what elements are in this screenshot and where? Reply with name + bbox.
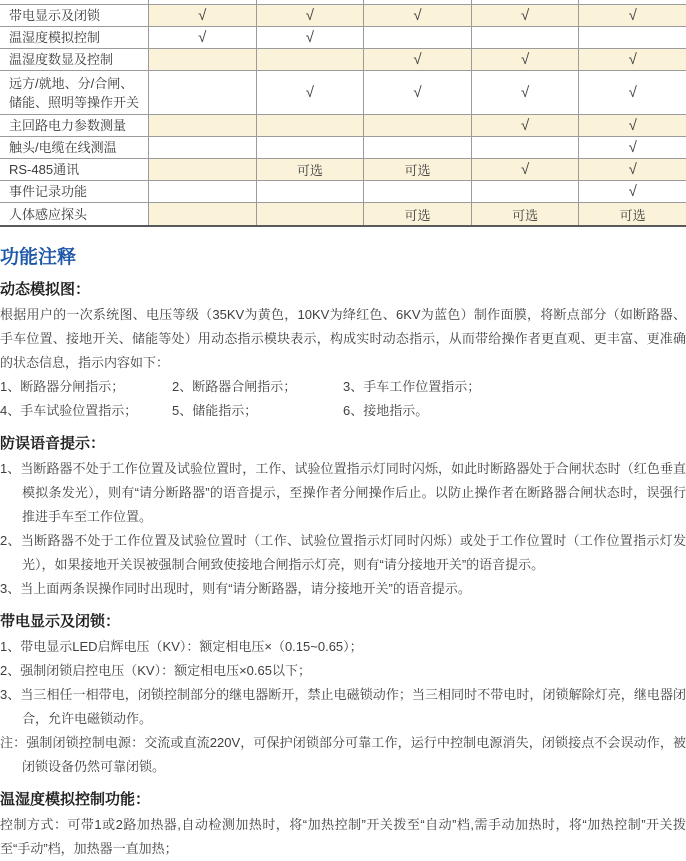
voice-list-item: 3、当上面两条误操作同时出现时，则有“请分断路器，请分接地开关”的语音提示。 [0,581,471,596]
empty-cell [256,203,364,225]
row-label: 温湿度数显及控制 [0,49,148,71]
voice-list-item: 1、当断路器不处于工作位置及试验位置时，工作、试验位置指示灯同时闪烁，如此时断路器处于合闸状态时（红色垂直模拟条发光），则有“请分断路器”的语音提示，至操作者分闸操作后止。以防止操作者在断路器合闸状态时，误强行推进手车至工作位置。 [0,461,686,524]
dynamic-list-item: 2、断路器合闸指示； [172,379,297,394]
empty-cell [578,27,686,49]
empty-cell [363,27,471,49]
check-mark-cell: √ [148,27,256,49]
empty-cell [148,115,256,137]
check-mark-cell: √ [256,5,364,27]
empty-cell [256,181,364,203]
empty-cell [148,71,256,115]
empty-cell [363,115,471,137]
empty-cell [471,181,579,203]
voice-prompt-heading: 防误语音提示： [0,435,106,452]
table-row [0,27,686,49]
table-row [0,71,686,115]
feature-comparison-table [0,0,686,227]
check-mark-cell: √ [578,115,686,137]
live-items [0,635,686,779]
optional-cell: 可选 [471,203,579,225]
feature-table-body [0,5,686,225]
check-mark-cell: √ [471,159,579,181]
optional-cell: 可选 [256,159,364,181]
empty-cell [148,181,256,203]
check-mark-cell: √ [363,71,471,115]
check-mark-cell: √ [578,49,686,71]
live-display-heading: 带电显示及闭锁： [0,613,121,630]
optional-cell: 可选 [363,203,471,225]
dynamic-list-item: 4、手车试验位置指示； [0,403,138,418]
live-list-item: 2、强制闭锁启控电压（KV）：额定相电压×0.65以下； [0,663,311,678]
table-row [0,137,686,159]
row-label: 人体感应探头 [0,203,148,225]
row-label: 远方/就地、分/合闸、 储能、照明等操作开关 [0,71,148,115]
dynamic-list-item: 6、接地指示。 [343,403,429,418]
check-mark-cell: √ [578,137,686,159]
table-row [0,203,686,225]
table-row [0,115,686,137]
dynamic-diagram-paragraph: 根据用户的一次系统图、电压等级（35KV为黄色，10KV为绛红色、6KV为蓝色）制作面膜，将断点部分（如断路器、手车位置、接地开关、储能等处）用动态指示模块表示，构成实时动态指示，从而带给操作者更直观、更丰富、更准确的状态信息，指示内容如下： [0,307,686,370]
function-notes-section [0,247,686,861]
check-mark-cell: √ [578,71,686,115]
check-mark-cell: √ [256,71,364,115]
table-row [0,159,686,181]
check-mark-cell: √ [471,71,579,115]
row-label: 触头/电缆在线测温 [0,137,148,159]
live-list-item: 注：强制闭锁控制电源：交流或直流220V，可保护闭锁部分可靠工作，运行中控制电源消失，闭锁接点不会误动作，被闭锁设备仍然可靠闭锁。 [0,735,686,774]
voice-list-item: 2、当断路器不处于工作位置及试验位置时（工作、试验位置指示灯同时闪烁）或处于工作位置时（工作位置指示灯发光），如果接地开关误被强制合闸致使接地合闸指示灯亮，则有“请分接地开关”的语音提示。 [0,533,686,572]
section-title: 功能注释 [0,247,77,268]
check-mark-cell: √ [471,5,579,27]
check-mark-cell: √ [148,5,256,27]
check-mark-cell: √ [578,159,686,181]
row-label: 事件记录功能 [0,181,148,203]
empty-cell [471,137,579,159]
humidity-control-paragraph: 控制方式：可带1或2路加热器,自动检测加热时，将“加热控制”开关拨至“自动”档,需手动加热时，将“加热控制”开关拨至“手动”档，加热器一直加热； [0,817,686,856]
empty-cell [256,115,364,137]
optional-cell: 可选 [363,159,471,181]
check-mark-cell: √ [578,5,686,27]
live-list-item: 3、当三相任一相带电，闭锁控制部分的继电器断开，禁止电磁锁动作；当三相同时不带电时，闭锁解除灯亮，继电器闭合，允许电磁锁动作。 [0,687,686,726]
check-mark-cell: √ [256,27,364,49]
check-mark-cell: √ [471,49,579,71]
empty-cell [148,49,256,71]
empty-cell [148,137,256,159]
row-label: 温湿度模拟控制 [0,27,148,49]
empty-cell [363,181,471,203]
empty-cell [363,137,471,159]
dynamic-diagram-heading: 动态模拟图： [0,281,91,298]
dynamic-items [0,375,686,423]
check-mark-cell: √ [578,181,686,203]
empty-cell [256,49,364,71]
live-list-item: 1、带电显示LED启辉电压（KV）：额定相电压×（0.15~0.65）； [0,639,363,654]
dynamic-list-item: 1、断路器分闸指示； [0,379,125,394]
empty-cell [471,27,579,49]
row-label: 带电显示及闭锁 [0,5,148,27]
row-label: 主回路电力参数测量 [0,115,148,137]
empty-cell [256,137,364,159]
humidity-control-heading: 温湿度模拟控制功能： [0,791,151,808]
check-mark-cell: √ [471,115,579,137]
row-label: RS-485通讯 [0,159,148,181]
check-mark-cell: √ [363,49,471,71]
optional-cell: 可选 [578,203,686,225]
check-mark-cell: √ [363,5,471,27]
table-row [0,49,686,71]
table-row [0,181,686,203]
dynamic-list-item: 5、储能指示； [172,403,258,418]
empty-cell [148,203,256,225]
dynamic-list-item: 3、手车工作位置指示； [343,379,481,394]
table-row [0,5,686,27]
empty-cell [148,159,256,181]
voice-items [0,457,686,601]
